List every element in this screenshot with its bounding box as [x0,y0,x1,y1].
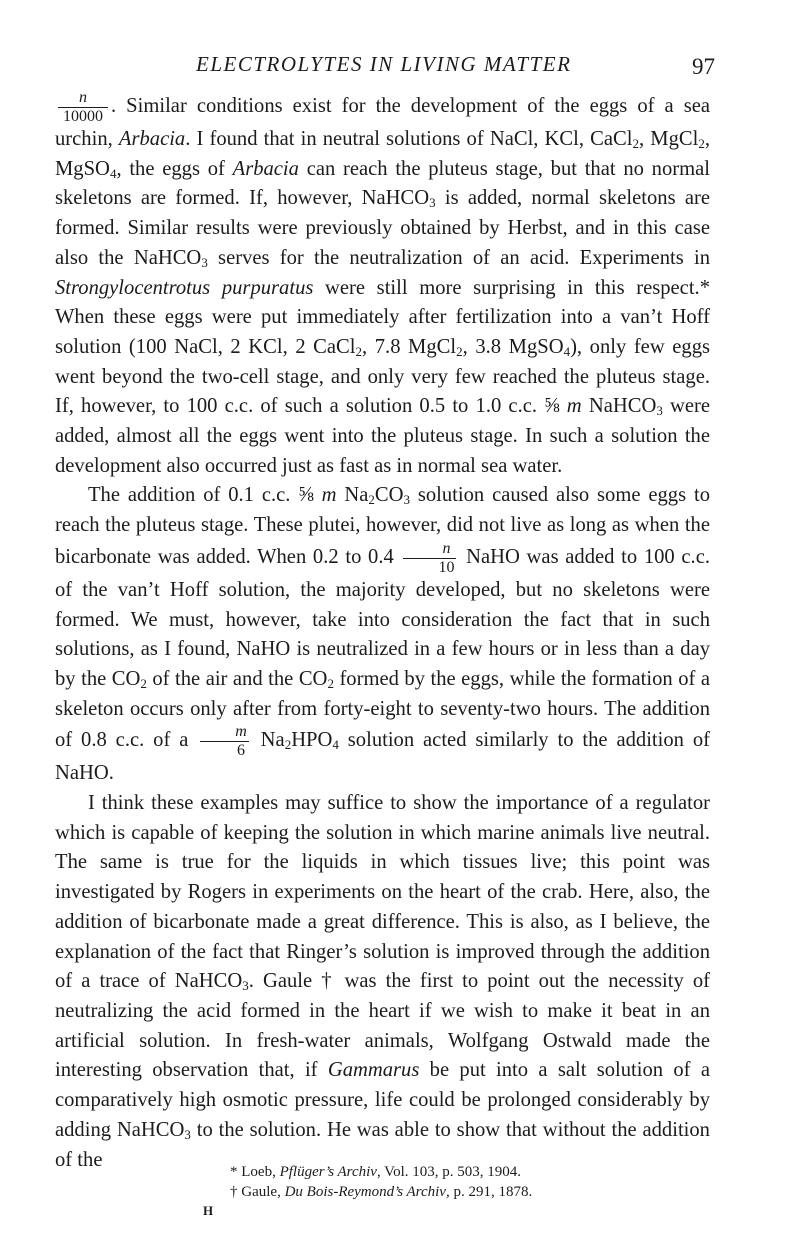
species-strongylocentrotus: Strongylocentrotus purpuratus [55,276,314,299]
species-gammarus: Gammarus [327,1059,420,1082]
body-text [55,82,710,1175]
footnote-gaule: † Gaule, Du Bois-Reymond’s Archiv, p. 291, 1878. [230,1184,533,1200]
fraction-n-over-10000: $\frac{n}{10000}$ [58,90,108,125]
paragraph-3: I think these examples may suffice to show the importance of a regulator which is capable of keeping the solution in which marine animals live neutral. The same is true for the liquids in which tissues live; this point was investigated by Rogers in experiments on the heart of the crab. Here, also, the addition of bicarbonate made a great difference. This is also, as I believe, the explanation of the fact that Ringer’s solution is improved through the addition of a trace of NaHCO$_3$. Gaule † was the first to point out the necessity of neutralizing the acid formed in the heart if we wish to make it beat in an artificial solution. In fresh-water animals, Wolfgang Ostwald made the interesting observation that, if Gammarus be put into a salt solution of a comparatively high osmotic pressure, life could be prolonged considerably by adding NaHCO$_3$ to the solution. He was able to show that without the addition of the [55,792,710,1171]
paragraph-2: The addition of 0.1 c.c. ⅝ m $Na_2CO_3$ solution caused also some eggs to reach the pluteus stage. These plutei, however, did not live as long as when the bicarbonate was added. When 0.2 to 0.4 $\frac{n}{10}$ NaHO was added to 100 c.c. of the van’t Hoff solution, the majority developed, but no skeletons were formed. We must, however, take into consideration the fact that in such solutions, as I found, NaHO is neutralized in a few hours or in less than a day by the $CO_2$ of the air and the $CO_2$ formed by the eggs, while the formation of a skeleton occurs only after from forty-eight to seventy-two hours. The addition of 0.8 c.c. of a $\frac{m}{6}$ $Na_2HPO_4$ solution acted similarly to the addition of NaHO. [55,484,711,785]
signature-mark: H [203,1203,214,1218]
fraction-m-over-6: $\frac{m}{6}$ [200,724,249,759]
running-head: ELECTROLYTES IN LIVING MATTER [196,52,572,76]
fraction-n-over-10: $\frac{n}{10}$ [403,541,456,576]
species-arbacia: Arbacia [118,128,186,150]
paragraph-1: $\frac{n}{10000}$ . Similar conditions exist for the development of the eggs of a sea urchin, Arbacia. I found that in neutral solutions of NaCl, KCl, CaCl$_2$, MgCl$_2$, MgSO$_4$, the eggs of Arbacia can reach the pluteus stage, but that no normal skeletons are formed. If, however, NaHCO$_3$ is added, normal skeletons are formed. Similar results were previously obtained by Herbst, and in this case also the NaHCO$_3$ serves for the neutralization of an acid. Experiments in Strongylocentrotus purpuratus were still more surprising in this respect.* When these eggs were put immediately after fertilization into a van’t Hoff solution (100 NaCl, 2 KCl, 2 CaCl$_2$, 7.8 MgCl$_2$, 3.8 MgSO$_4$), only few eggs went beyond the two-cell stage, and only very few reached the pluteus stage. If, however, to 100 c.c. of such a solution 0.5 to 1.0 c.c. ⅝ m NaHCO$_3$ were added, almost all the eggs went into the pluteus stage. In such a solution the development also occurred just as fast as in normal sea water. [55,89,711,477]
page-number: 97 [692,54,715,79]
footnote-loeb: * Loeb, Pflüger’s Archiv, Vol. 103, p. 503, 1904. [230,1164,521,1180]
footnotes [230,1162,532,1202]
